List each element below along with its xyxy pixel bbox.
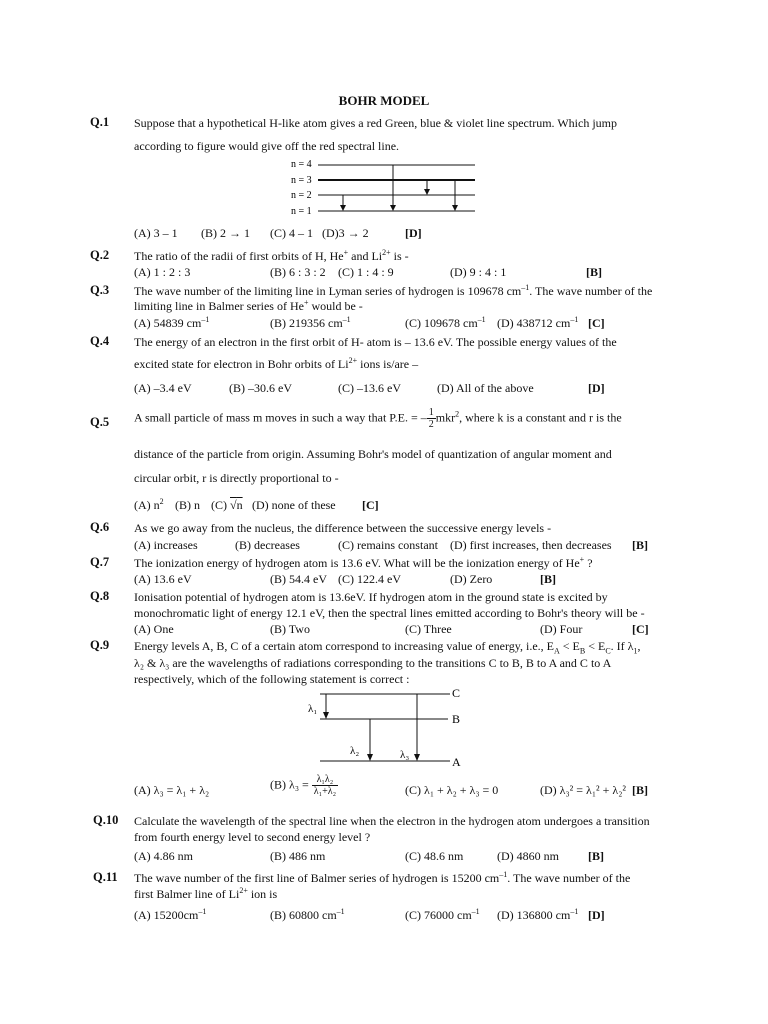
answer-key: [D] xyxy=(588,381,605,395)
option-a: (A) One xyxy=(134,622,174,636)
question-text: according to figure would give off the red spectral line. xyxy=(134,139,400,153)
option-c: (C) 1 : 4 : 9 xyxy=(338,265,394,279)
option-d: (D) 438712 $cm^{-1}$ xyxy=(497,315,579,330)
option-a: (A) 13.6 eV xyxy=(134,572,192,586)
question-number: Q.10 xyxy=(93,813,119,827)
option-b: (B) 219356 $cm^{-1}$ xyxy=(270,315,351,330)
level-label: B xyxy=(452,712,461,726)
question-text: As we go away from the nucleus, the difference between the successive energy levels - xyxy=(134,521,552,535)
option-b: (B) –30.6 eV xyxy=(229,381,292,395)
option-c: (C) –13.6 eV xyxy=(338,381,401,395)
option-c: (C) 48.6 nm xyxy=(405,849,464,863)
question-text: The energy of an electron in the first orbit of H- atom is – 13.6 eV. The possible energy values of the xyxy=(134,335,617,349)
question-text: The ionization energy of hydrogen atom is 13.6 eV. What will be the ionization energy of He+ ? xyxy=(134,555,593,570)
question-number: Q.9 xyxy=(90,638,110,652)
level-label: A xyxy=(452,755,461,769)
option-b: (B) 486 nm xyxy=(270,849,326,863)
answer-key: [C] xyxy=(362,498,379,512)
option-d: (D) none of these xyxy=(252,498,336,512)
option-a: (A) increases xyxy=(134,538,198,552)
energy-level-diagram xyxy=(285,156,485,218)
option-a: (A) $n^2$ xyxy=(134,497,164,512)
question-text: λ₂ & λ₃ are the wavelengths of radiations corresponding to the transitions C to B, B to A and C to A xyxy=(134,656,612,670)
question-number: Q.5 xyxy=(90,415,110,429)
question-text: The ratio of the radii of first orbits of H, He+ and $Li^{2+}$ is - xyxy=(134,248,409,263)
level-label: n = 3 xyxy=(291,175,312,186)
question-text: Energy levels A, B, C of a certain atom correspond to increasing value of energy, i.e., $E_A < E_B < E_C$. If $\lambda_1$, xyxy=(134,639,641,656)
level-label: n = 4 xyxy=(291,159,312,170)
option-c: (C) 109678 $cm^{-1}$ xyxy=(405,315,486,330)
question-text: The wave number of the first line of Balmer series of hydrogen is 15200 $cm^{-1}$. The wave number of the xyxy=(134,870,631,885)
option-d: (D) λ₃² = λ₁² + λ₂² xyxy=(540,783,626,797)
option-d: (D) 4860 nm xyxy=(497,849,559,863)
question-text: distance of the particle from origin. Assuming Bohr's model of quantization of angular moment and xyxy=(134,447,612,461)
question-text: limiting line in Balmer series of He+ would be - xyxy=(134,298,363,313)
option-b: (B) 54.4 eV xyxy=(270,572,327,586)
option-a: (A) λ₃ = λ₁ + λ₂ xyxy=(134,783,210,797)
option-c: (C) 122.4 eV xyxy=(338,572,401,586)
answer-key: [C] xyxy=(632,622,649,636)
option-b: (B) Two xyxy=(270,622,310,636)
level-label: n = 1 xyxy=(291,206,312,217)
option-d: (D) Zero xyxy=(450,572,493,586)
option-c: (C) λ₁ + λ₂ + λ₃ = 0 xyxy=(405,783,499,797)
option-c: (C) 4 – 1 xyxy=(270,226,313,240)
option-b: (B) decreases xyxy=(235,538,300,552)
option-c: (C) remains constant xyxy=(338,538,438,552)
question-text: circular orbit, r is directly proportional to - xyxy=(134,471,339,485)
option-a: (A) 54839 $cm^{-1}$ xyxy=(134,315,210,330)
question-text: excited state for electron in Bohr orbits of $Li^{2+}$ ions is/are – xyxy=(134,356,419,371)
question-number: Q.4 xyxy=(90,334,110,348)
option-c: (C) Three xyxy=(405,622,452,636)
option-a: (A) 4.86 nm xyxy=(134,849,193,863)
question-number: Q.6 xyxy=(90,520,110,534)
option-b: (B) λ₃ = $\frac{\text{λ₁λ₂}}{\text{λ₁+λ₂}}$ xyxy=(270,774,337,797)
answer-key: [B] xyxy=(632,783,648,797)
option-d: (D) Four xyxy=(540,622,583,636)
question-number: Q.2 xyxy=(90,248,110,262)
question-text: monochromatic light of energy 12.1 eV, then the spectral lines emitted according to Bohr's theory will be - xyxy=(134,606,645,620)
question-number: Q.1 xyxy=(90,115,110,129)
option-c: (C) √n xyxy=(211,498,243,512)
question-number: Q.7 xyxy=(90,555,110,569)
question-text: Suppose that a hypothetical H-like atom gives a red Green, blue & violet line spectrum. Which jump xyxy=(134,116,617,130)
option-a: (A) –3.4 eV xyxy=(134,381,192,395)
answer-key: [B] xyxy=(632,538,648,552)
option-a: (A) 3 – 1 xyxy=(134,226,178,240)
option-d: (D) first increases, then decreases xyxy=(450,538,612,552)
question-text: first Balmer line of $Li^{2+}$ ion is xyxy=(134,886,278,901)
fraction: $\frac{\text{λ₁λ₂}}{\text{λ₁+λ₂}}$ xyxy=(313,774,337,797)
level-label: C xyxy=(452,686,461,700)
transition-diagram xyxy=(300,684,470,770)
lambda-label: λ₃ xyxy=(400,749,410,761)
option-d: (D)3 → 2 xyxy=(322,226,369,240)
lambda-label: λ₂ xyxy=(350,745,360,757)
option-b: (B) 6 : 3 : 2 xyxy=(270,265,326,279)
question-text: A small particle of mass m moves in such a way that P.E. = – $\frac{1}{2}$ mkr$^2$, where k is a constant and r is the xyxy=(134,407,622,430)
option-d: (D) 9 : 4 : 1 xyxy=(450,265,507,279)
level-label: n = 2 xyxy=(291,190,312,201)
lambda-label: λ₁ xyxy=(308,703,318,715)
question-number: Q.3 xyxy=(90,283,110,297)
question-number: Q.11 xyxy=(93,870,118,884)
fraction: $\frac{1}{2}$ xyxy=(428,407,434,430)
question-number: Q.8 xyxy=(90,589,110,603)
page-title: BOHR MODEL xyxy=(338,93,430,108)
answer-key: [B] xyxy=(540,572,556,586)
question-text: Calculate the wavelength of the spectral line when the electron in the hydrogen atom undergoes a transition xyxy=(134,814,650,828)
question-text: Ionisation potential of hydrogen atom is 13.6eV. If hydrogen atom in the ground state is excited by xyxy=(134,590,608,604)
option-b: (B) 60800 $cm^{-1}$ xyxy=(270,907,345,922)
answer-key: [C] xyxy=(588,316,605,330)
answer-key: [B] xyxy=(588,849,604,863)
option-b: (B) n xyxy=(175,498,200,512)
answer-key: [D] xyxy=(405,226,422,240)
answer-key: [D] xyxy=(588,908,605,922)
option-c: (C) 76000 $cm^{-1}$ xyxy=(405,907,480,922)
option-b: (B) 2 → 1 xyxy=(201,226,250,240)
question-text: The wave number of the limiting line in Lyman series of hydrogen is 109678 $cm^{-1}$. The wave number of the xyxy=(134,283,653,298)
option-a: (A) 1 : 2 : 3 xyxy=(134,265,191,279)
option-d: (D) 136800 $cm^{-1}$ xyxy=(497,907,579,922)
option-d: (D) All of the above xyxy=(437,381,534,395)
answer-key: [B] xyxy=(586,265,602,279)
question-text: from fourth energy level to second energy level ? xyxy=(134,830,371,844)
question-text: respectively, which of the following statement is correct : xyxy=(134,672,410,686)
option-a: (A) $15200cm^{-1}$ xyxy=(134,907,207,922)
